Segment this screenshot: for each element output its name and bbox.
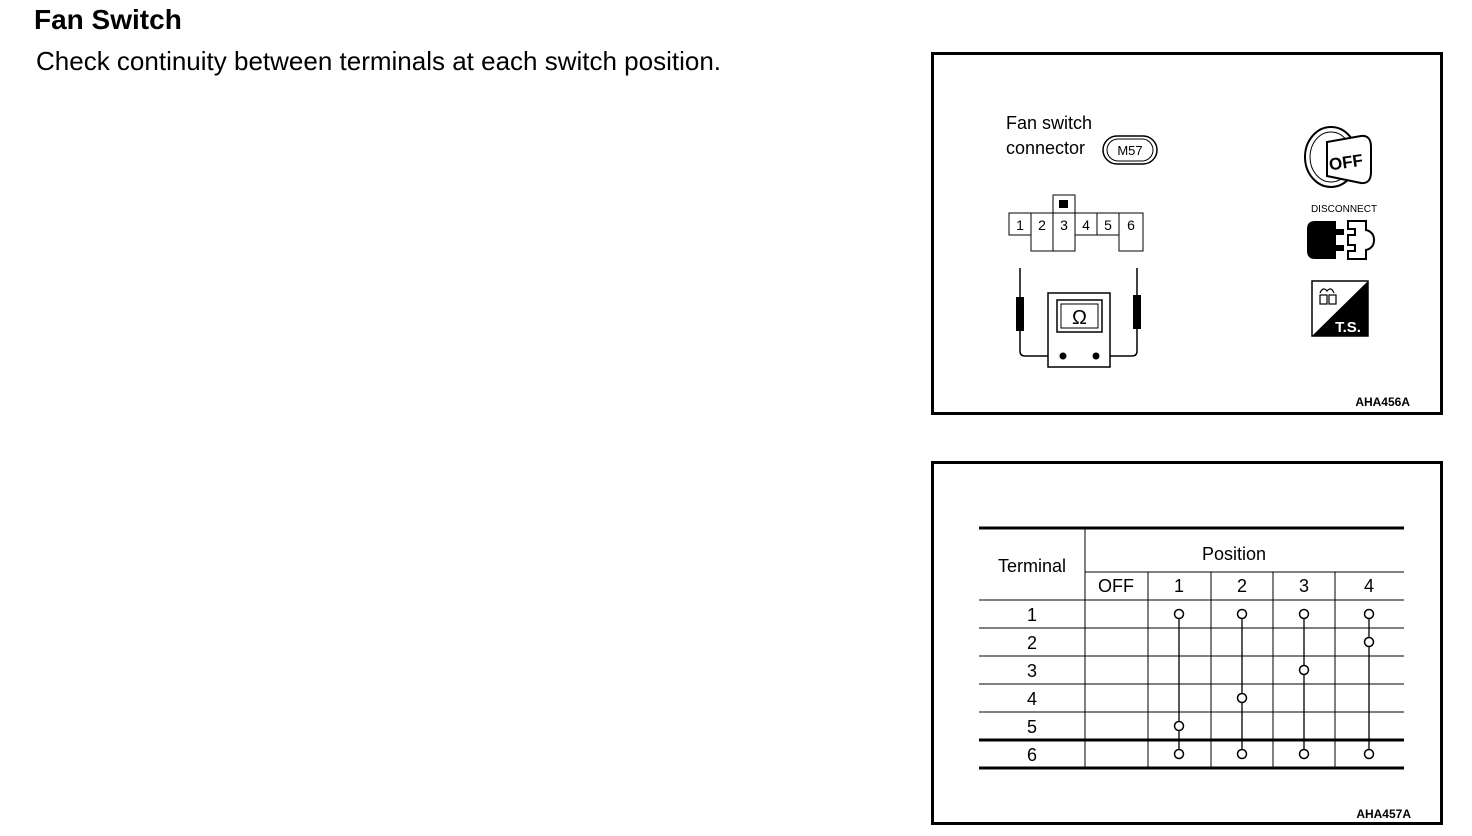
ignition-off-label: OFF [1327, 150, 1365, 175]
connector-id: M57 [1117, 143, 1143, 158]
terminal-label: 1 [1016, 217, 1024, 233]
continuity-point [1175, 610, 1184, 619]
ts-label: T.S. [1335, 319, 1361, 336]
ohm-symbol: Ω [1072, 307, 1087, 329]
header-terminal: Terminal [997, 556, 1067, 576]
continuity-point [1300, 610, 1309, 619]
probe-left [1016, 297, 1024, 331]
header-position: Position [1201, 544, 1267, 564]
row-terminal-label: 4 [1026, 689, 1038, 709]
connector-diagram [934, 55, 1440, 412]
terminal-label: 3 [1060, 217, 1068, 233]
continuity-point [1175, 750, 1184, 759]
row-terminal-label: 1 [1026, 605, 1038, 625]
connector-face [1009, 195, 1143, 251]
position-header: OFF [1098, 576, 1134, 596]
connector-label-line1: Fan switch [1006, 113, 1093, 133]
ts-icon [1312, 281, 1368, 336]
ohmmeter [1016, 268, 1141, 367]
row-terminal-label: 3 [1026, 661, 1038, 681]
continuity-table-figure [931, 461, 1443, 825]
connector-label-line2: connector [1006, 138, 1086, 158]
disconnect-label: DISCONNECT [1310, 204, 1378, 215]
row-terminal-label: 2 [1026, 633, 1038, 653]
continuity-point [1365, 750, 1374, 759]
section-heading: Fan Switch [34, 4, 182, 35]
position-header: 4 [1363, 576, 1375, 596]
instruction-text: Check continuity between terminals at each switch position. [36, 46, 722, 76]
position-header: 3 [1298, 576, 1310, 596]
figure-code: AHA457A [1356, 807, 1411, 821]
continuity-point [1238, 694, 1247, 703]
row-terminal-label: 6 [1026, 745, 1038, 765]
continuity-point [1300, 666, 1309, 675]
continuity-point [1175, 722, 1184, 731]
continuity-point [1238, 750, 1247, 759]
figure-code: AHA456A [1355, 395, 1410, 409]
position-header: 1 [1173, 576, 1185, 596]
key-mark [1059, 200, 1068, 208]
ignition-key-icon [1305, 127, 1371, 187]
continuity-point [1238, 610, 1247, 619]
terminal-label: 6 [1127, 217, 1135, 233]
probe-right [1133, 295, 1141, 329]
terminal-label: 2 [1038, 217, 1046, 233]
terminal-label: 5 [1104, 217, 1112, 233]
position-header: 2 [1236, 576, 1248, 596]
row-terminal-label: 5 [1026, 717, 1038, 737]
continuity-point [1365, 610, 1374, 619]
connector-id-badge [1103, 136, 1157, 164]
continuity-point [1365, 638, 1374, 647]
continuity-table [934, 464, 1440, 822]
terminal-label: 4 [1082, 217, 1090, 233]
connector-diagram-figure [931, 52, 1443, 415]
continuity-point [1300, 750, 1309, 759]
disconnect-icon [1307, 204, 1377, 259]
